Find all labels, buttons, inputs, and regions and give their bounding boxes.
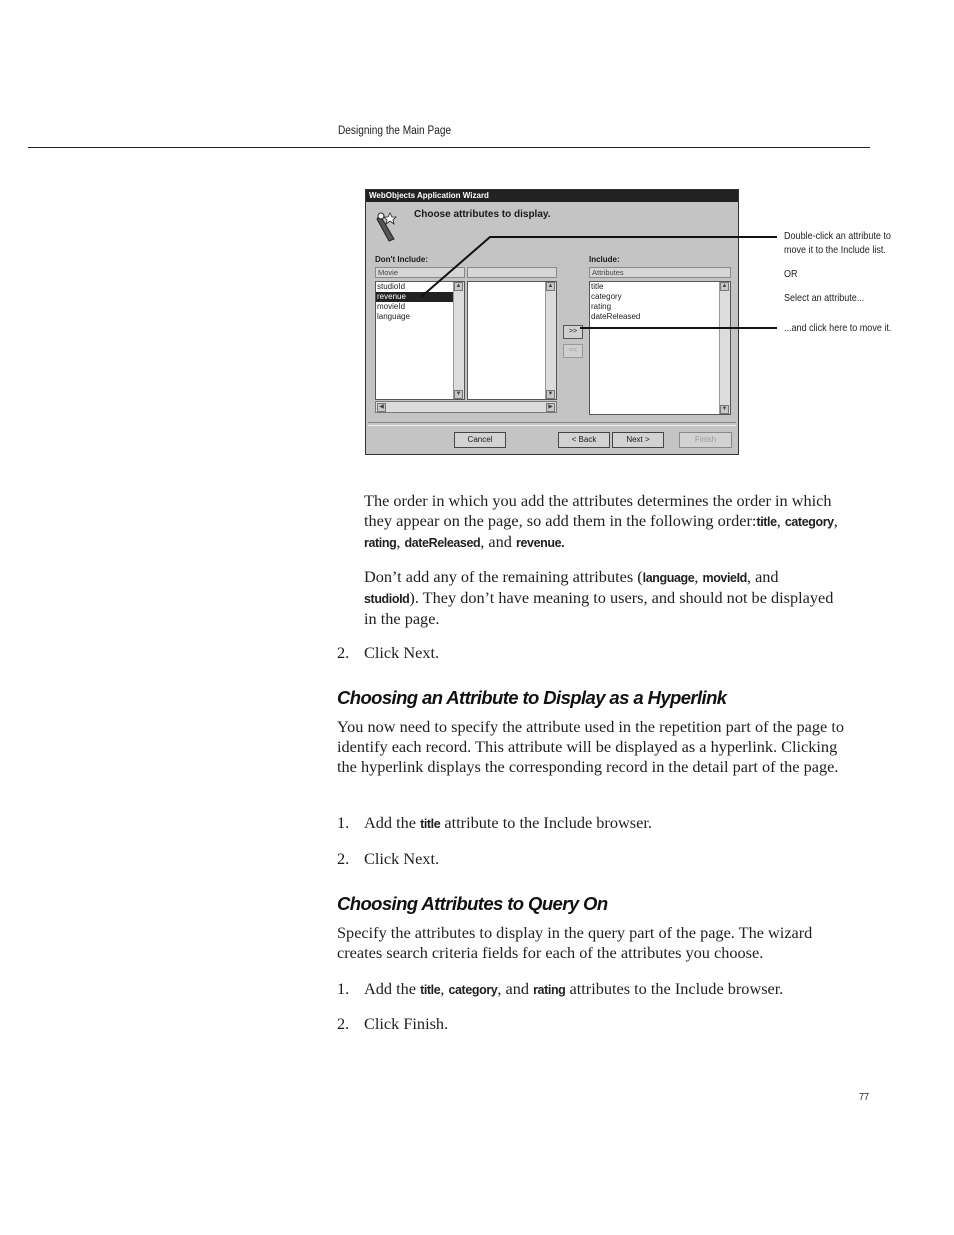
movie-column-header[interactable]: Movie <box>375 267 465 278</box>
list-item-title[interactable]: title <box>591 282 604 291</box>
running-header: Designing the Main Page <box>338 125 452 137</box>
heading-hyperlink: Choosing an Attribute to Display as a Hyperlink <box>337 687 727 708</box>
step-number: 1. <box>337 979 350 998</box>
next-button[interactable]: Next > <box>612 432 664 448</box>
list-item-movieid[interactable]: movieId <box>377 302 406 311</box>
step-number: 2. <box>337 849 350 868</box>
heading-query: Choosing Attributes to Query On <box>337 893 608 914</box>
paragraph-hyperlink: You now need to specify the attribute used in the repetition part of the page to identify each record. This attribute will be displayed as a hyperlink. Clicking the hyperlink displays the corresponding record in the detail part of the page. <box>337 717 845 776</box>
step-text: Click Next. <box>364 643 440 662</box>
scroll-right-icon[interactable]: ▶ <box>546 403 555 412</box>
attributes-column-header[interactable]: Attributes <box>589 267 731 278</box>
finish-button[interactable]: Finish <box>679 432 732 448</box>
list-item-revenue-selected[interactable]: revenue <box>376 292 454 302</box>
step-text: Add the title, category, and rating attributes to the Include browser. <box>364 979 784 998</box>
dont-include-label: Don't Include: <box>375 255 429 264</box>
step-number: 2. <box>337 1014 350 1033</box>
include-label: Include: <box>589 255 620 264</box>
page-number: 77 <box>859 1091 869 1103</box>
callout-or: OR <box>784 268 798 280</box>
dialog-heading: Choose attributes to display. <box>414 209 551 220</box>
paragraph-remaining-attributes: Don’t add any of the remaining attributes (language, movieId, and studioId). They don’t have meaning to users, and should not be displayed in the page. <box>364 567 834 628</box>
list-item-studioid[interactable]: studioId <box>377 282 406 291</box>
step-text: Click Next. <box>364 849 440 868</box>
step-number: 2. <box>337 643 350 662</box>
scroll-down-icon[interactable]: ▼ <box>721 406 728 412</box>
scroll-up-icon[interactable]: ▲ <box>721 283 728 289</box>
scroll-up-icon[interactable]: ▲ <box>547 283 554 289</box>
paragraph-attribute-order: The order in which you add the attributes determines the order in which they appear on the page, so add them in the following order:title, category, rating, dateReleased, and revenue. <box>364 491 838 551</box>
scroll-left-icon[interactable]: ◀ <box>377 403 386 412</box>
list-item-category[interactable]: category <box>591 292 622 301</box>
list-item-datereleased[interactable]: dateReleased <box>591 312 641 321</box>
callout-select: Select an attribute... <box>784 292 865 304</box>
list-item-rating[interactable]: rating <box>591 302 612 311</box>
scroll-down-icon[interactable]: ▼ <box>547 391 554 397</box>
step-number: 1. <box>337 813 350 832</box>
remove-attribute-button[interactable]: << <box>563 344 583 358</box>
back-button[interactable]: < Back <box>558 432 610 448</box>
scroll-down-icon[interactable]: ▼ <box>455 391 462 397</box>
cancel-button[interactable]: Cancel <box>454 432 506 448</box>
callout-text-line2: move it to the Include list. <box>784 244 886 256</box>
callout-line-double-click <box>421 237 777 297</box>
dialog-title-bar: WebObjects Application Wizard <box>366 190 738 202</box>
step-text: Click Finish. <box>364 1014 449 1033</box>
paragraph-query: Specify the attributes to display in the query part of the page. The wizard creates search criteria fields for each of the attributes you choose. <box>337 923 813 962</box>
callout-text-line1: Double-click an attribute to <box>784 230 891 242</box>
step-text: Add the title attribute to the Include browser. <box>364 813 652 832</box>
callout-double-click <box>784 229 891 257</box>
scroll-up-icon[interactable]: ▲ <box>455 283 462 289</box>
add-attribute-button[interactable]: >> <box>563 325 583 339</box>
list-item-language[interactable]: language <box>377 312 410 321</box>
callout-click-here: ...and click here to move it. <box>784 322 892 334</box>
